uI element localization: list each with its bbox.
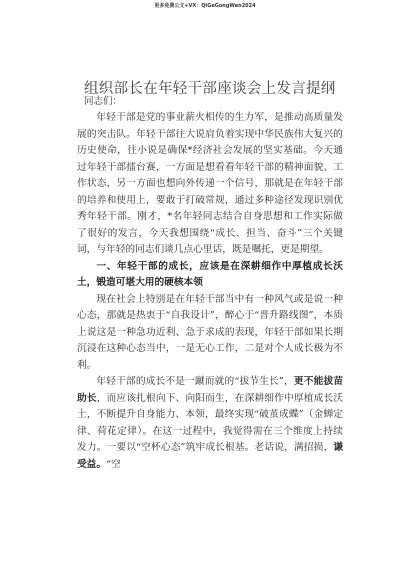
emphasis-text: 谦受益。 <box>77 442 343 470</box>
document-body <box>77 110 343 473</box>
text-run: ，而应该扎根向下、向阳而生，在深耕细作中厚植成长沃土，不断提升自身能力、本领，最终实现“破茧成蝶”（金蝉定律、荷花定律）。在这一过程中，我觉得需在三个维度上持续发力。一要以“空杯心态”筑牢成长根基。老话说，满招损， <box>77 392 344 453</box>
text-run: 年轻干部的成长不是一蹴而就的“拔节生长”， <box>96 376 294 387</box>
emphasis-text: 更不能拔苗助长 <box>77 376 344 404</box>
document-title: 组织部长在年轻干部座谈会上发言提纲 <box>84 81 336 97</box>
text-run: “空 <box>106 458 121 470</box>
intro-paragraph: 年轻干部是党的事业薪火相传的生力军，是推动高质量发展的突击队。年轻干部往大说肩负着实现中华民族伟大复兴的历史使命，往小说是确保*经济社会发展的坚实基础。今天通过年轻干部擂台赛，一方面是想看看年轻干部的精神面貌、工作状态，另一方面也想向外传递一个信号，那就是在年轻干部的培养和使用上，要敢于打破常规，通过多种途径发现识别优秀年轻干部。刚才，*名年轻同志结合自身思想和工作实际做了很好的发言，今天我想围绕“成长、担当、奋斗”三个关键词，与年轻的同志们谈几点心里话，既是嘱托，更是期望。 <box>77 112 343 255</box>
section-heading: 一、年轻干部的成长，应该是在深耕细作中厚植成长沃土，锻造可堪大用的硬核本领 <box>77 260 343 288</box>
watermark-header: 更多免费公文+VX：QiGeGongWen2024 <box>154 3 256 9</box>
greeting: 同志们： <box>84 96 123 107</box>
section-paragraph: 现在社会上特别是在年轻干部当中有一种风气或是说一种心态，那就是热衷于“自我设计”，醉心于“晋升路线图”，本质上说这是一种急功近利、急于求成的表现，年轻干部如果长期沉浸在这种心态当中，一是无心工作，二是对个人成长极为不利。 <box>77 293 343 371</box>
section-paragraph <box>77 374 343 473</box>
